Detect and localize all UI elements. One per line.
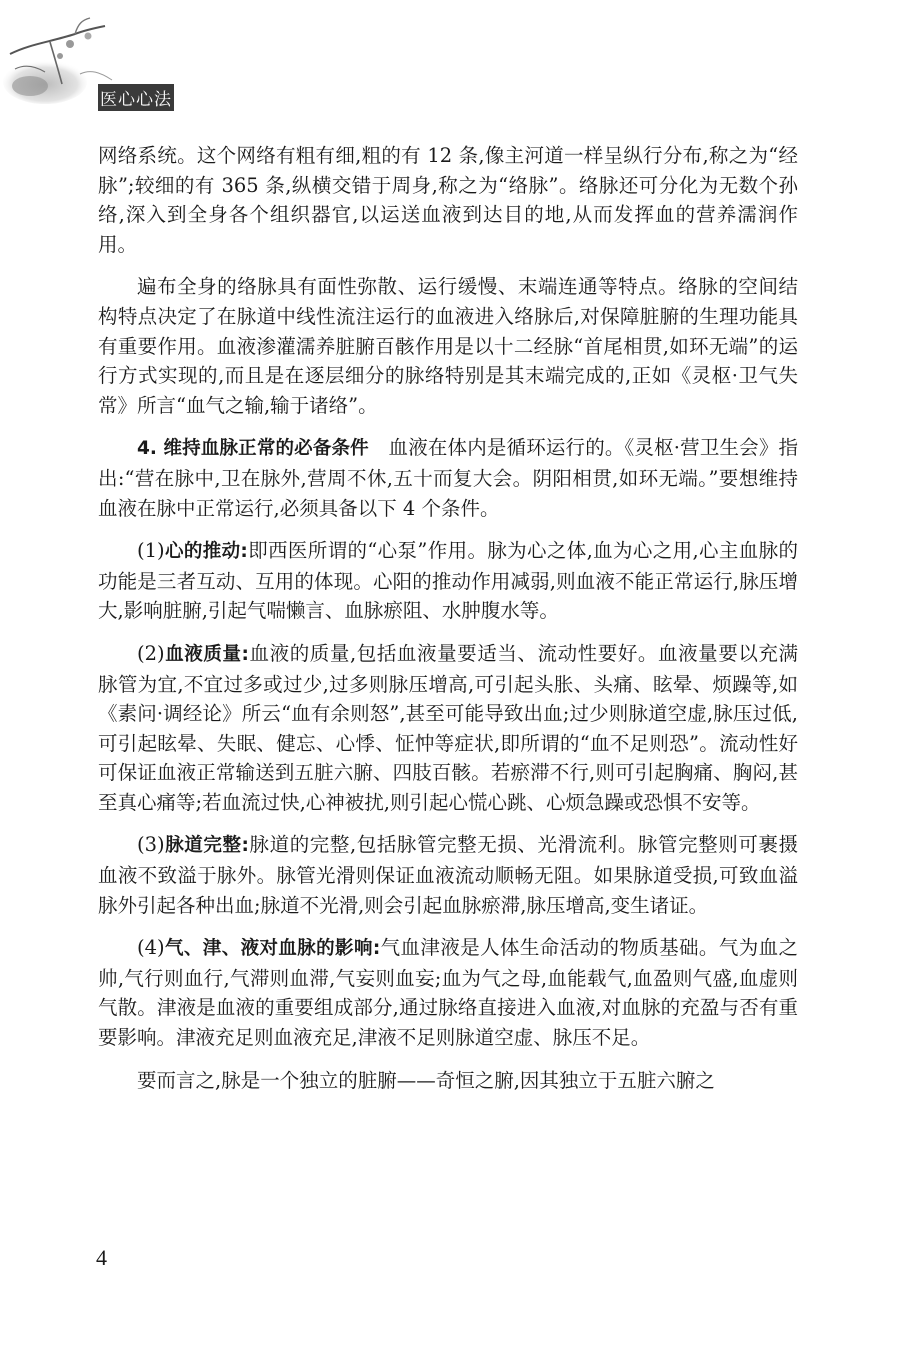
condition-2-number: (2) — [137, 641, 165, 665]
paragraph-3-text: 血液在体内是循环运行的。《灵枢·营卫生会》指出:“营在脉中,卫在脉外,营周不休,五十而复大会。阴阳相贯,如环无端。”要想维持血液在脉中正常运行,必须具备以下 4 个条件。 — [98, 436, 798, 520]
condition-3 — [98, 830, 798, 920]
condition-1-text: 即西医所谓的“心泵”作用。脉为心之体,血为心之用,心主血脉的功能是三者互动、互用的体现。心阳的推动作用减弱,则血液不能正常运行,脉压增大,影响脏腑,引起气喘懒言、血脉瘀阻、水肿腹水等。 — [98, 539, 798, 623]
paragraph-2 — [98, 272, 798, 420]
page-number: 4 — [96, 1245, 107, 1270]
paragraph-last — [98, 1066, 798, 1096]
condition-2 — [98, 639, 798, 818]
condition-1-title: 心的推动: — [164, 541, 248, 563]
condition-1 — [98, 536, 798, 626]
condition-4-text: 气血津液是人体生命活动的物质基础。气为血之帅,气行则血行,气滞则血滞,气妄则血妄;血为气之母,血能载气,血盈则气盛,血虚则气散。津液是血液的重要组成部分,通过脉络直接进入血液,对血脉的充盈与否有重要影响。津液充足则血液充足,津液不足则脉道空虚、脉压不足。 — [98, 936, 798, 1050]
paragraph-last-text: 要而言之,脉是一个独立的脏腑——奇恒之腑,因其独立于五脏六腑之 — [137, 1068, 715, 1092]
condition-3-title: 脉道完整: — [164, 835, 249, 857]
book-title — [98, 84, 175, 111]
condition-2-title: 血液质量: — [164, 643, 249, 665]
section-heading: 4. 维持血脉正常的必备条件 — [137, 438, 369, 460]
condition-4-number: (4) — [137, 936, 165, 960]
condition-3-text: 脉道的完整,包括脉管完整无损、光滑流利。脉管完整则可裹摄血液不致溢于脉外。脉管光滑则保证血液流动顺畅无阻。如果脉道受损,可致血溢脉外引起各种出血;脉道不光滑,则会引起血脉瘀滞,脉压增高,变生诸证。 — [98, 833, 798, 917]
condition-4 — [98, 933, 798, 1052]
paragraph-3 — [98, 433, 798, 523]
condition-3-number: (3) — [137, 833, 165, 857]
paragraph-2-text: 遍布全身的络脉具有面性弥散、运行缓慢、末端连通等特点。络脉的空间结构特点决定了在脉道中线性流注运行的血液进入络脉后,对保障脏腑的生理功能具有重要作用。血液渗灌濡养脏腑百骸作用是以十二经脉“首尾相贯,如环无端”的运行方式实现的,而且是在逐层细分的脉络特别是其末端完成的,正如《灵枢·卫气失常》所言“血气之输,输于诸络”。 — [98, 275, 798, 417]
paragraph-1 — [98, 141, 798, 259]
paragraph-1-text: 网络系统。这个网络有粗有细,粗的有 12 条,像主河道一样呈纵行分布,称之为“经脉”;较细的有 365 条,纵横交错于周身,称之为“络脉”。络脉还可分化为无数个孙络,深入到全身各个组织器官,以运送血液到达目的地,从而发挥血的营养濡润作用。 — [98, 144, 798, 256]
condition-4-title: 气、津、液对血脉的影响: — [164, 938, 381, 960]
book-title-text: 医心心法 — [98, 84, 174, 111]
page-header — [0, 0, 900, 140]
page-body — [98, 141, 798, 1108]
condition-2-text: 血液的质量,包括血液量要适当、流动性要好。血液量要以充满脉管为宜,不宜过多或过少,过多则脉压增高,可引起头胀、头痛、眩晕、烦躁等,如《素问·调经论》所云“血有余则怒”,甚至可能导致出血;过少则脉道空虚,脉压过低,可引起眩晕、失眠、健忘、心悸、怔忡等症状,即所谓的“血不足则恐”。流动性好可保证血液正常输送到五脏六腑、四肢百骸。若瘀滞不行,则可引起胸痛、胸闷,甚至真心痛等;若血流过快,心神被扰,则引起心慌心跳、心烦急躁或恐惧不安等。 — [98, 641, 798, 814]
condition-1-number: (1) — [137, 539, 165, 563]
